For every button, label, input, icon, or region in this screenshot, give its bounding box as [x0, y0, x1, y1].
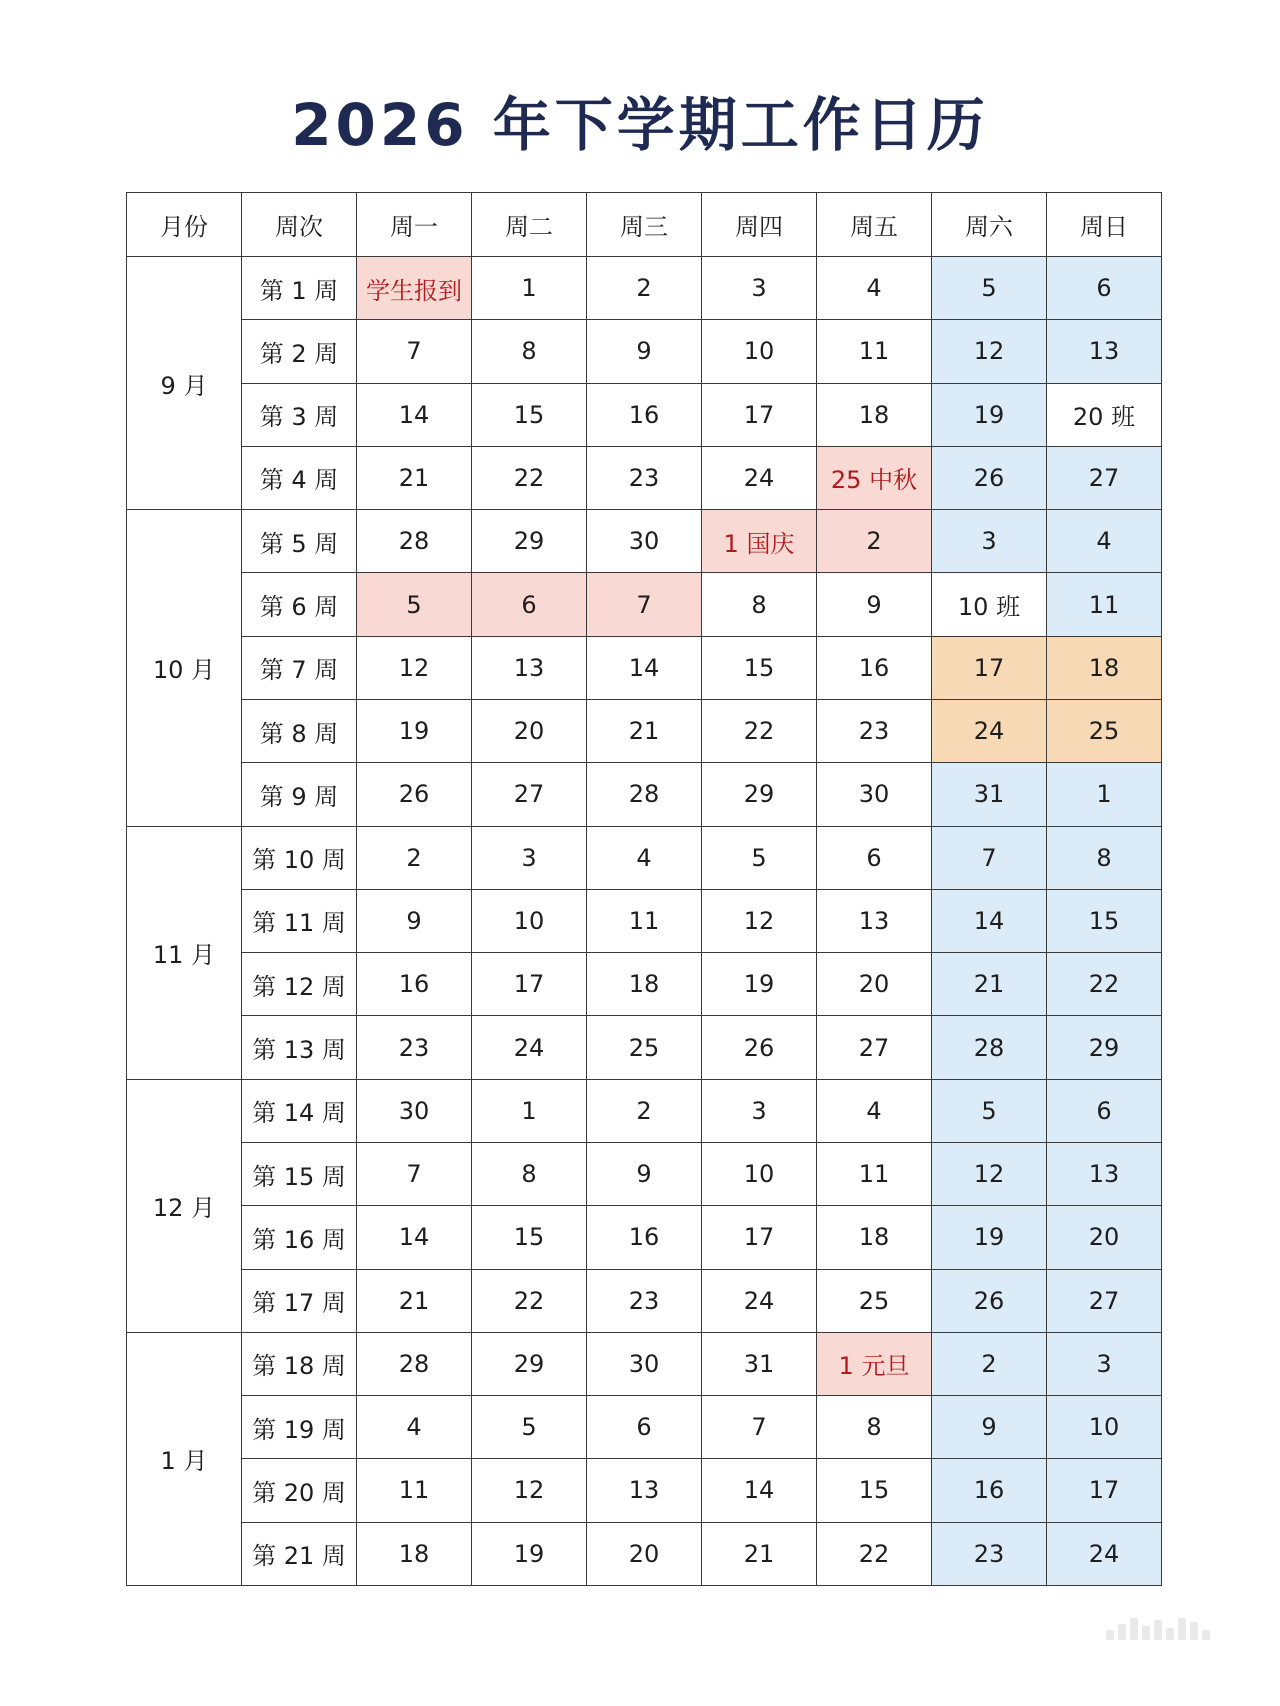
day-cell: 1 [472, 257, 587, 320]
day-cell: 2 [357, 826, 472, 889]
day-cell: 13 [817, 889, 932, 952]
day-cell: 14 [702, 1459, 817, 1522]
day-cell: 4 [817, 257, 932, 320]
week-number-cell: 第 1 周 [242, 257, 357, 320]
day-cell: 7 [587, 573, 702, 636]
day-cell: 11 [357, 1459, 472, 1522]
week-row [127, 699, 1162, 762]
day-cell: 29 [702, 763, 817, 826]
month-cell: 10 月 [127, 510, 242, 826]
day-cell: 25 [587, 1016, 702, 1079]
week-number-cell: 第 13 周 [242, 1016, 357, 1079]
week-row [127, 1459, 1162, 1522]
calendar-body [127, 257, 1162, 1586]
day-cell: 9 [587, 1142, 702, 1205]
day-cell: 17 [702, 1206, 817, 1269]
day-cell: 4 [587, 826, 702, 889]
day-cell: 23 [587, 1269, 702, 1332]
header-week: 周次 [242, 193, 357, 257]
week-number-cell: 第 12 周 [242, 953, 357, 1016]
day-cell: 10 [702, 1142, 817, 1205]
day-cell: 28 [932, 1016, 1047, 1079]
day-cell: 3 [702, 257, 817, 320]
day-cell: 27 [817, 1016, 932, 1079]
day-cell: 13 [472, 636, 587, 699]
day-cell: 7 [357, 320, 472, 383]
day-cell: 13 [1047, 320, 1162, 383]
day-cell: 17 [702, 383, 817, 446]
day-cell: 22 [472, 1269, 587, 1332]
day-cell: 25 中秋 [817, 446, 932, 509]
day-cell: 7 [357, 1142, 472, 1205]
day-cell: 16 [587, 1206, 702, 1269]
header-month: 月份 [127, 193, 242, 257]
day-cell: 20 [587, 1522, 702, 1585]
month-cell: 1 月 [127, 1332, 242, 1585]
week-number-cell: 第 8 周 [242, 699, 357, 762]
week-row [127, 1396, 1162, 1459]
day-cell: 27 [1047, 1269, 1162, 1332]
day-cell: 27 [472, 763, 587, 826]
day-cell: 2 [932, 1332, 1047, 1395]
week-row [127, 1332, 1162, 1395]
day-cell: 18 [817, 1206, 932, 1269]
week-row [127, 953, 1162, 1016]
day-cell: 27 [1047, 446, 1162, 509]
day-cell: 22 [702, 699, 817, 762]
week-number-cell: 第 7 周 [242, 636, 357, 699]
day-cell: 6 [587, 1396, 702, 1459]
day-cell: 9 [587, 320, 702, 383]
day-cell: 4 [817, 1079, 932, 1142]
header-friday: 周五 [817, 193, 932, 257]
day-cell: 10 [472, 889, 587, 952]
day-cell: 3 [1047, 1332, 1162, 1395]
day-cell: 4 [1047, 510, 1162, 573]
week-number-cell: 第 11 周 [242, 889, 357, 952]
day-cell: 19 [472, 1522, 587, 1585]
header-thursday: 周四 [702, 193, 817, 257]
day-cell: 6 [1047, 257, 1162, 320]
watermark-logo [1106, 1618, 1224, 1640]
day-cell: 15 [817, 1459, 932, 1522]
day-cell: 26 [932, 446, 1047, 509]
day-cell: 9 [817, 573, 932, 636]
day-cell: 24 [1047, 1522, 1162, 1585]
day-cell: 13 [587, 1459, 702, 1522]
day-cell: 28 [587, 763, 702, 826]
day-cell: 14 [932, 889, 1047, 952]
week-row [127, 510, 1162, 573]
page-title: 2026 年下学期工作日历 [291, 91, 989, 159]
day-cell: 21 [702, 1522, 817, 1585]
week-row [127, 1016, 1162, 1079]
day-cell: 26 [357, 763, 472, 826]
week-number-cell: 第 18 周 [242, 1332, 357, 1395]
day-cell: 6 [817, 826, 932, 889]
day-cell: 15 [472, 383, 587, 446]
week-number-cell: 第 5 周 [242, 510, 357, 573]
day-cell: 20 班 [1047, 383, 1162, 446]
header-tuesday: 周二 [472, 193, 587, 257]
day-cell: 29 [472, 510, 587, 573]
day-cell: 25 [1047, 699, 1162, 762]
week-row [127, 383, 1162, 446]
day-cell: 7 [702, 1396, 817, 1459]
day-cell: 24 [932, 699, 1047, 762]
day-cell: 5 [702, 826, 817, 889]
day-cell: 1 元旦 [817, 1332, 932, 1395]
day-cell: 12 [702, 889, 817, 952]
day-cell: 2 [587, 257, 702, 320]
day-cell: 31 [702, 1332, 817, 1395]
day-cell: 14 [587, 636, 702, 699]
day-cell: 3 [932, 510, 1047, 573]
day-cell: 29 [472, 1332, 587, 1395]
header-wednesday: 周三 [587, 193, 702, 257]
day-cell: 9 [932, 1396, 1047, 1459]
day-cell: 18 [357, 1522, 472, 1585]
day-cell: 8 [817, 1396, 932, 1459]
day-cell: 23 [817, 699, 932, 762]
day-cell: 11 [817, 1142, 932, 1205]
day-cell: 24 [472, 1016, 587, 1079]
day-cell: 31 [932, 763, 1047, 826]
day-cell: 16 [587, 383, 702, 446]
week-number-cell: 第 10 周 [242, 826, 357, 889]
week-row [127, 257, 1162, 320]
day-cell: 22 [1047, 953, 1162, 1016]
day-cell: 14 [357, 1206, 472, 1269]
day-cell: 28 [357, 1332, 472, 1395]
day-cell: 12 [357, 636, 472, 699]
day-cell: 17 [472, 953, 587, 1016]
week-row [127, 1522, 1162, 1585]
week-row [127, 826, 1162, 889]
day-cell: 学生报到 [357, 257, 472, 320]
day-cell: 18 [1047, 636, 1162, 699]
day-cell: 15 [1047, 889, 1162, 952]
day-cell: 16 [817, 636, 932, 699]
day-cell: 5 [472, 1396, 587, 1459]
day-cell: 14 [357, 383, 472, 446]
day-cell: 12 [472, 1459, 587, 1522]
day-cell: 21 [357, 446, 472, 509]
day-cell: 20 [1047, 1206, 1162, 1269]
day-cell: 21 [357, 1269, 472, 1332]
day-cell: 5 [932, 257, 1047, 320]
week-row [127, 446, 1162, 509]
day-cell: 8 [472, 320, 587, 383]
day-cell: 24 [702, 1269, 817, 1332]
day-cell: 22 [472, 446, 587, 509]
week-row [127, 1079, 1162, 1142]
day-cell: 4 [357, 1396, 472, 1459]
day-cell: 21 [587, 699, 702, 762]
day-cell: 18 [817, 383, 932, 446]
week-number-cell: 第 14 周 [242, 1079, 357, 1142]
week-number-cell: 第 19 周 [242, 1396, 357, 1459]
day-cell: 26 [702, 1016, 817, 1079]
day-cell: 23 [357, 1016, 472, 1079]
day-cell: 13 [1047, 1142, 1162, 1205]
day-cell: 19 [932, 1206, 1047, 1269]
day-cell: 30 [587, 1332, 702, 1395]
day-cell: 28 [357, 510, 472, 573]
week-number-cell: 第 21 周 [242, 1522, 357, 1585]
day-cell: 10 班 [932, 573, 1047, 636]
week-row [127, 1142, 1162, 1205]
day-cell: 23 [587, 446, 702, 509]
day-cell: 1 [472, 1079, 587, 1142]
week-number-cell: 第 17 周 [242, 1269, 357, 1332]
day-cell: 5 [357, 573, 472, 636]
day-cell: 1 [1047, 763, 1162, 826]
day-cell: 22 [817, 1522, 932, 1585]
week-number-cell: 第 4 周 [242, 446, 357, 509]
day-cell: 29 [1047, 1016, 1162, 1079]
day-cell: 11 [1047, 573, 1162, 636]
day-cell: 16 [932, 1459, 1047, 1522]
day-cell: 19 [702, 953, 817, 1016]
day-cell: 8 [472, 1142, 587, 1205]
week-number-cell: 第 9 周 [242, 763, 357, 826]
week-row [127, 636, 1162, 699]
day-cell: 21 [932, 953, 1047, 1016]
week-number-cell: 第 20 周 [242, 1459, 357, 1522]
day-cell: 2 [817, 510, 932, 573]
work-calendar-table [126, 192, 1162, 1586]
day-cell: 15 [472, 1206, 587, 1269]
day-cell: 25 [817, 1269, 932, 1332]
day-cell: 30 [587, 510, 702, 573]
week-number-cell: 第 16 周 [242, 1206, 357, 1269]
day-cell: 11 [817, 320, 932, 383]
week-row [127, 573, 1162, 636]
day-cell: 12 [932, 1142, 1047, 1205]
day-cell: 12 [932, 320, 1047, 383]
day-cell: 19 [932, 383, 1047, 446]
header-monday: 周一 [357, 193, 472, 257]
header-sunday: 周日 [1047, 193, 1162, 257]
day-cell: 30 [357, 1079, 472, 1142]
week-number-cell: 第 3 周 [242, 383, 357, 446]
day-cell: 20 [817, 953, 932, 1016]
day-cell: 16 [357, 953, 472, 1016]
week-row [127, 320, 1162, 383]
day-cell: 19 [357, 699, 472, 762]
week-number-cell: 第 15 周 [242, 1142, 357, 1205]
day-cell: 15 [702, 636, 817, 699]
month-cell: 9 月 [127, 257, 242, 510]
day-cell: 10 [1047, 1396, 1162, 1459]
week-number-cell: 第 2 周 [242, 320, 357, 383]
header-saturday: 周六 [932, 193, 1047, 257]
header-row [127, 193, 1162, 257]
month-cell: 11 月 [127, 826, 242, 1079]
day-cell: 6 [472, 573, 587, 636]
week-row [127, 1269, 1162, 1332]
day-cell: 26 [932, 1269, 1047, 1332]
day-cell: 11 [587, 889, 702, 952]
day-cell: 2 [587, 1079, 702, 1142]
day-cell: 20 [472, 699, 587, 762]
week-row [127, 1206, 1162, 1269]
day-cell: 3 [702, 1079, 817, 1142]
day-cell: 1 国庆 [702, 510, 817, 573]
week-row [127, 889, 1162, 952]
week-row [127, 763, 1162, 826]
day-cell: 17 [1047, 1459, 1162, 1522]
day-cell: 18 [587, 953, 702, 1016]
day-cell: 30 [817, 763, 932, 826]
day-cell: 7 [932, 826, 1047, 889]
day-cell: 8 [1047, 826, 1162, 889]
day-cell: 23 [932, 1522, 1047, 1585]
day-cell: 10 [702, 320, 817, 383]
week-number-cell: 第 6 周 [242, 573, 357, 636]
day-cell: 17 [932, 636, 1047, 699]
day-cell: 8 [702, 573, 817, 636]
day-cell: 5 [932, 1079, 1047, 1142]
day-cell: 9 [357, 889, 472, 952]
day-cell: 3 [472, 826, 587, 889]
month-cell: 12 月 [127, 1079, 242, 1332]
day-cell: 6 [1047, 1079, 1162, 1142]
day-cell: 24 [702, 446, 817, 509]
